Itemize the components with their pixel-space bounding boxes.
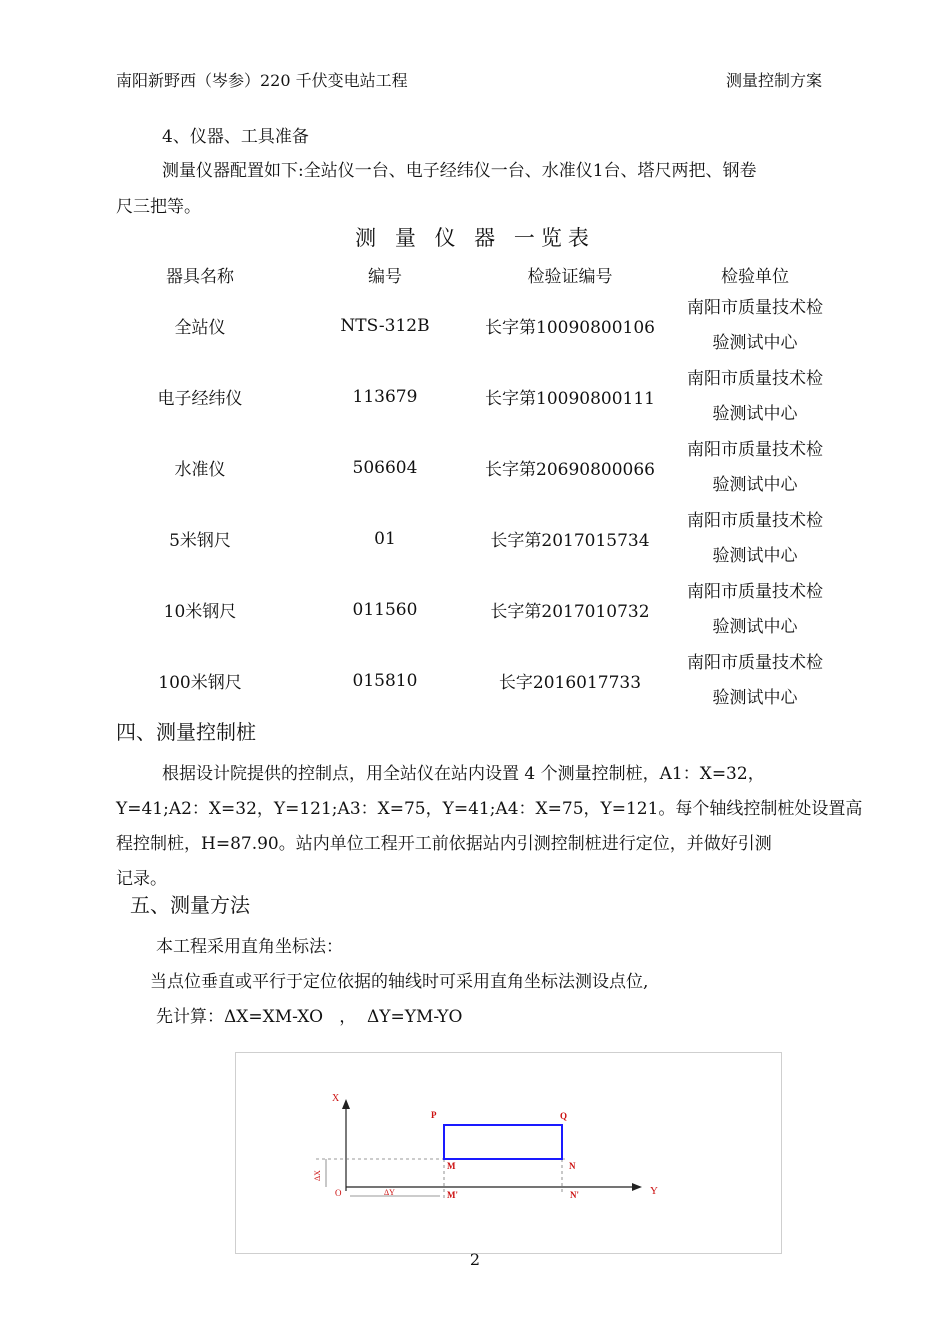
- point-m-label: M: [447, 1161, 456, 1171]
- point-n-label: N: [569, 1161, 576, 1171]
- cert-number: 长字第2017010732: [490, 602, 650, 622]
- y-axis-arrow: [632, 1183, 642, 1191]
- section-five-formula: 先计算：ΔX=XM-XO ， ΔY=YM-YO: [156, 1007, 463, 1027]
- table-title: 测 量 仪 器 一览表: [355, 226, 595, 250]
- point-q-label: Q: [560, 1111, 568, 1121]
- table-row: [105, 645, 845, 716]
- table-row: [105, 503, 845, 574]
- instrument-name: 5米钢尺: [169, 531, 231, 551]
- inspection-unit: 南阳市质量技术检 验测试中心: [687, 297, 823, 353]
- inspection-unit: 南阳市质量技术检 验测试中心: [687, 581, 823, 637]
- header-code: 编号: [368, 266, 402, 287]
- instrument-table: [105, 258, 845, 716]
- section-four-para-line4: 记录。: [116, 869, 167, 889]
- header-cert-number: 检验证编号: [527, 266, 613, 287]
- instrument-name: 100米钢尺: [158, 673, 242, 693]
- instrument-code: NTS-312B: [340, 315, 430, 336]
- section-four-para-line2: Y=41;A2：X=32，Y=121;A3：X=75，Y=41;A4：X=75，Y=121。每个轴线控制桩处设置高: [116, 799, 863, 819]
- table-row: [105, 432, 845, 503]
- origin-label: O: [335, 1188, 342, 1198]
- cert-number: 长字第2017015734: [490, 531, 650, 551]
- inspection-unit: 南阳市质量技术检 验测试中心: [687, 368, 823, 424]
- instrument-name: 全站仪: [174, 318, 226, 338]
- delta-x-label: ΔX: [313, 1170, 322, 1181]
- cert-number: 长字2016017733: [498, 673, 642, 693]
- section-four-para-line3: 程控制桩，H=87.90。站内单位工程开工前依据站内引测控制桩进行定位，并做好引测: [116, 834, 772, 854]
- header-instrument-name: 器具名称: [166, 266, 234, 287]
- header-doc-title: 测量控制方案: [725, 71, 822, 90]
- x-axis-label: X: [332, 1093, 340, 1104]
- header-project-title: 南阳新野西（岑参）220 千伏变电站工程: [116, 71, 408, 90]
- instrument-code: 506604: [352, 457, 418, 478]
- inspection-unit: 南阳市质量技术检 验测试中心: [687, 652, 823, 708]
- section-4-text-line2: 尺三把等。: [116, 197, 201, 217]
- delta-y-label: ΔY: [384, 1188, 395, 1197]
- table-header-row: [105, 258, 845, 290]
- instrument-name: 电子经纬仪: [157, 389, 243, 409]
- section-4-title: 4、仪器、工具准备: [162, 127, 309, 147]
- cert-number: 长字第10090800106: [485, 318, 655, 338]
- table-row: [105, 574, 845, 645]
- page-number: 2: [469, 1250, 481, 1269]
- instrument-code: 113679: [352, 386, 418, 407]
- inspection-unit: 南阳市质量技术检 验测试中心: [687, 439, 823, 495]
- cert-number: 长字第20690800066: [485, 460, 655, 480]
- instrument-code: 015810: [352, 670, 418, 691]
- instrument-code: 01: [374, 528, 396, 549]
- coordinate-diagram: [235, 1052, 782, 1254]
- section-five-line1: 本工程采用直角坐标法：: [156, 937, 343, 957]
- instrument-name: 10米钢尺: [163, 602, 237, 622]
- point-n-prime-label: N': [570, 1190, 579, 1200]
- point-m-prime-label: M': [447, 1190, 458, 1200]
- building-rectangle: [444, 1125, 562, 1159]
- y-axis-label: Y: [650, 1185, 658, 1197]
- cert-number: 长字第10090800111: [485, 389, 655, 409]
- section-five-line2: 当点位垂直或平行于定位依据的轴线时可采用直角坐标法测设点位,: [150, 972, 649, 992]
- section-four-heading: 四、测量控制桩: [116, 720, 256, 744]
- inspection-unit: 南阳市质量技术检 验测试中心: [687, 510, 823, 566]
- section-five-heading: 五、测量方法: [130, 893, 250, 917]
- diagram-svg: [236, 1053, 781, 1253]
- section-4-text-line1: 测量仪器配置如下:全站仪一台、电子经纬仪一台、水准仪1台、塔尺两把、钢卷: [162, 161, 757, 181]
- table-row: [105, 361, 845, 432]
- section-four-para-line1: 根据设计院提供的控制点，用全站仪在站内设置 4 个测量控制桩，A1：X=32，: [162, 764, 765, 784]
- header-inspection-unit: 检验单位: [721, 266, 789, 287]
- point-p-label: P: [431, 1110, 437, 1120]
- instrument-code: 011560: [352, 599, 418, 620]
- x-axis-arrow: [342, 1099, 350, 1109]
- instrument-name: 水准仪: [174, 460, 226, 480]
- table-row: [105, 290, 845, 361]
